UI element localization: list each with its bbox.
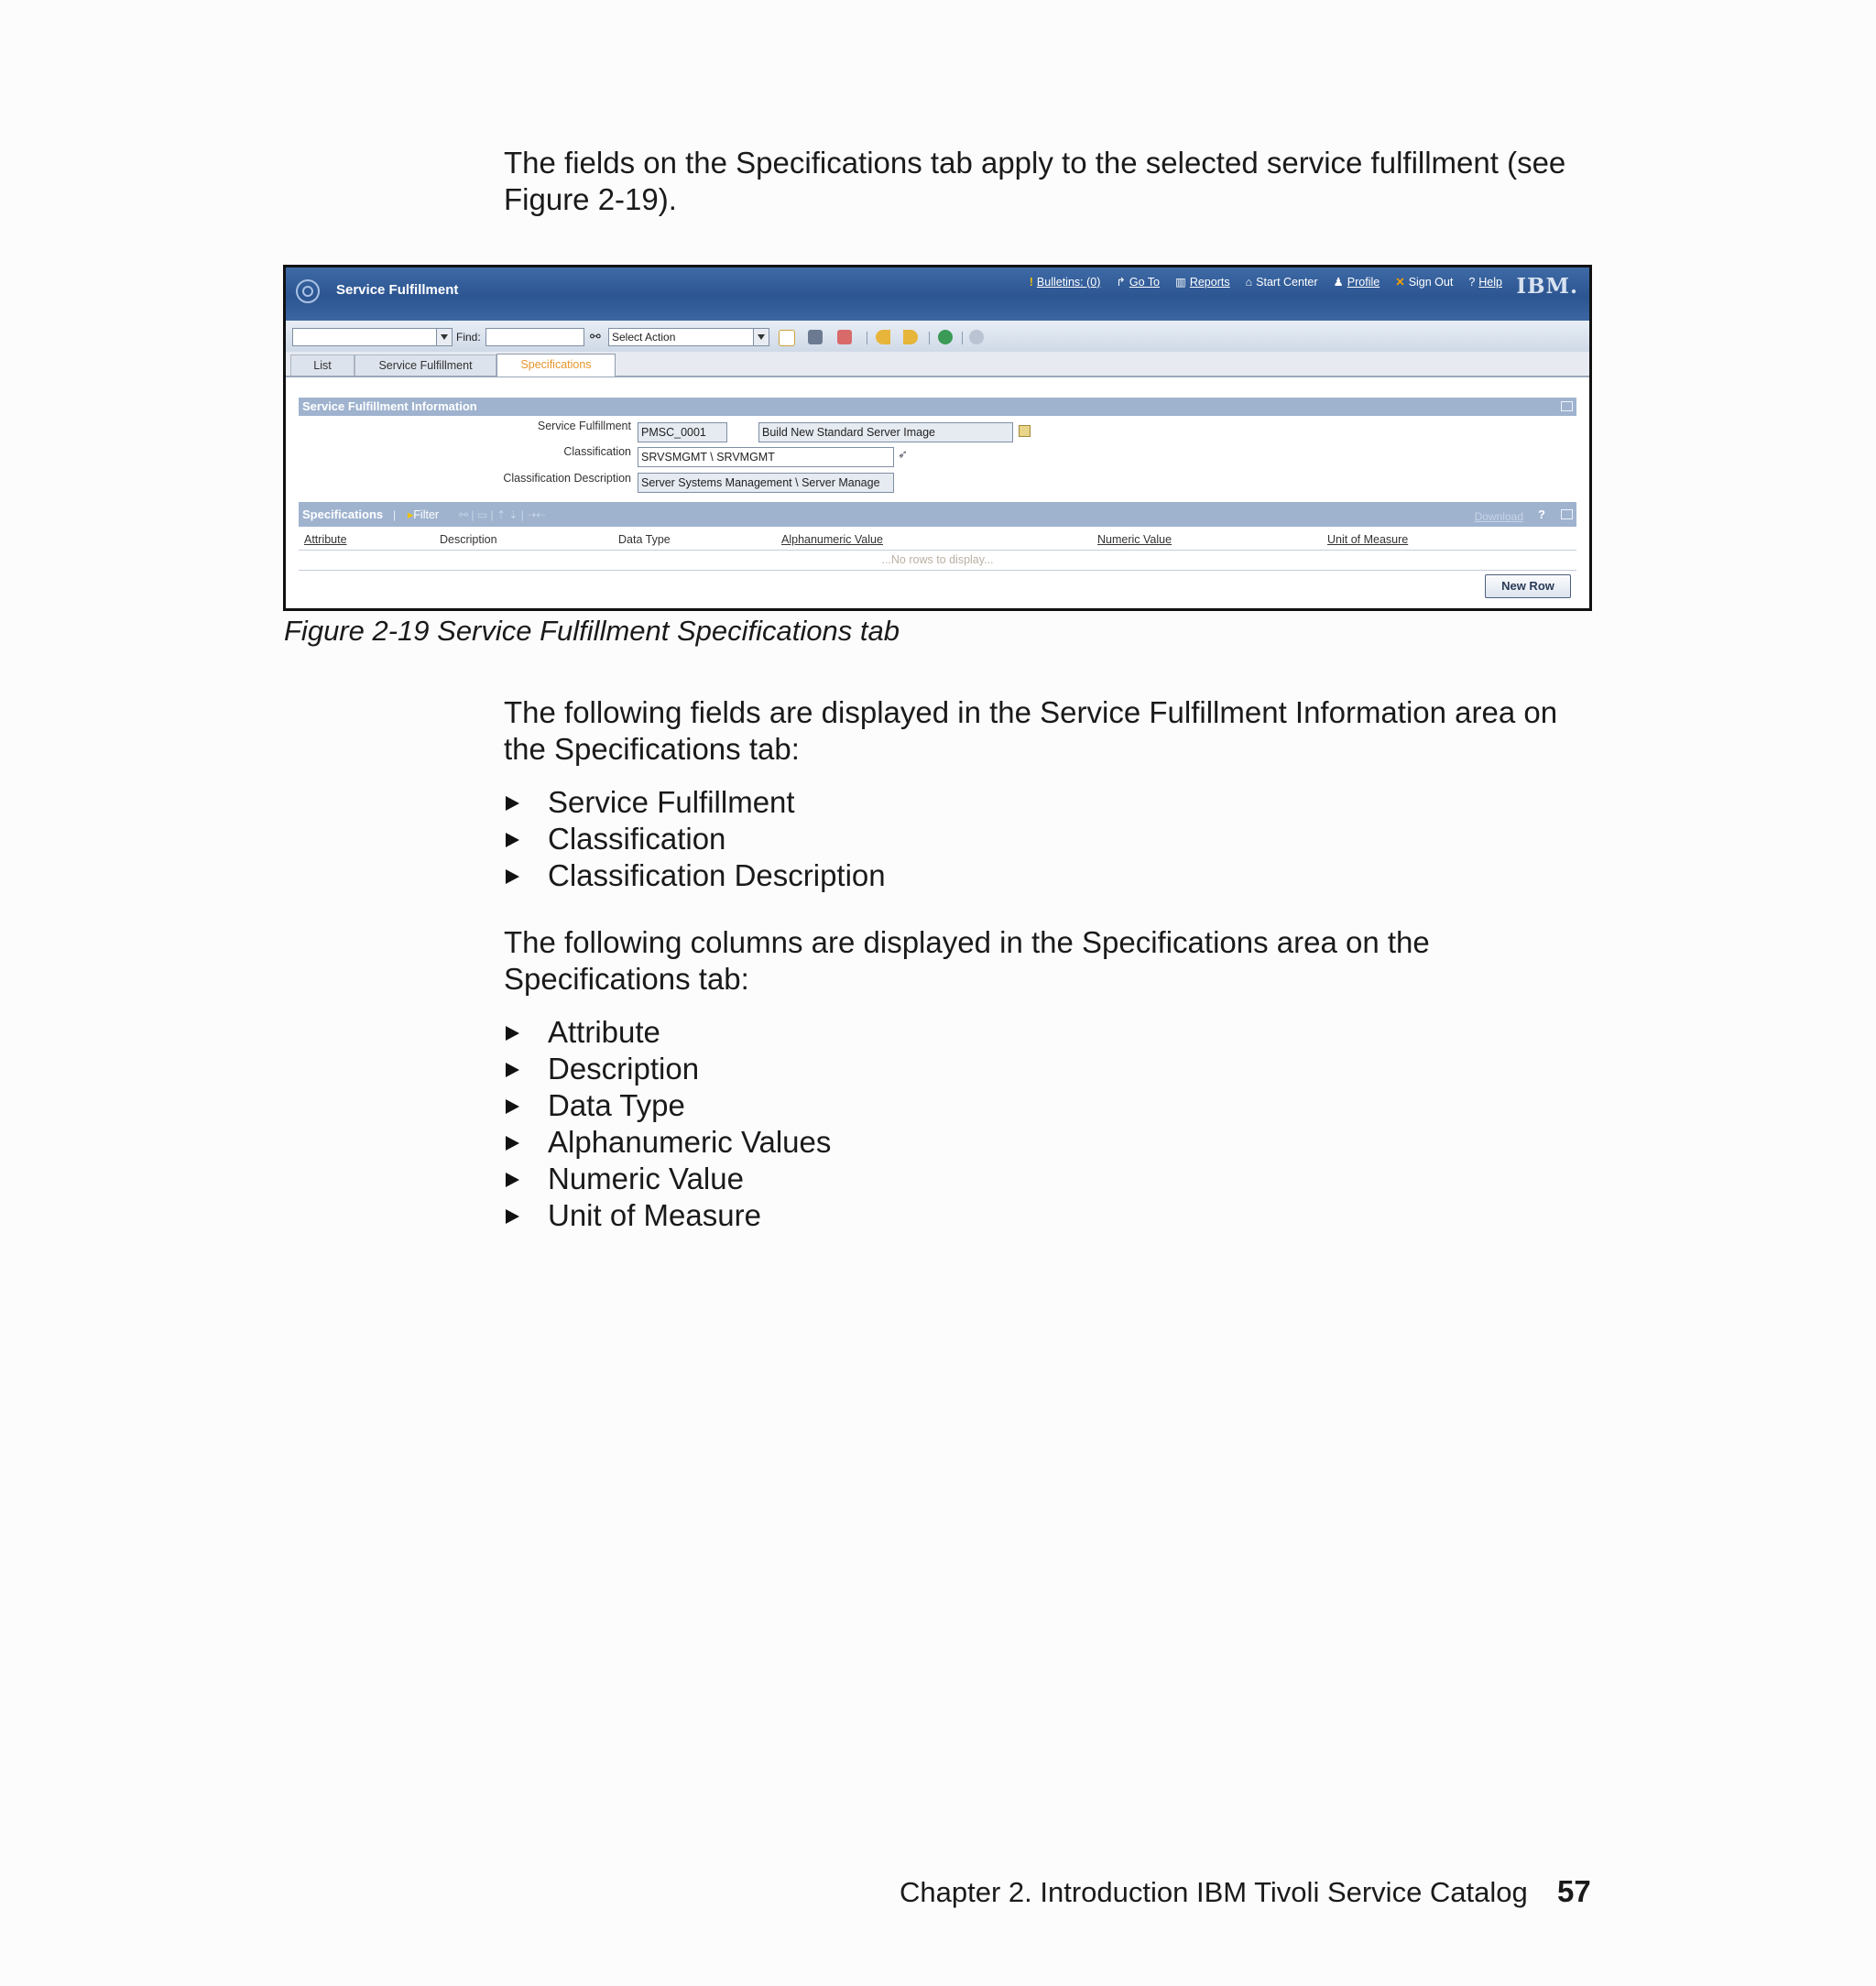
long-description-icon[interactable]: [1019, 425, 1031, 437]
column-description: Description: [440, 533, 497, 546]
detail-menu-icon[interactable]: ➶: [898, 447, 908, 461]
find-rows-icon[interactable]: ⚯ | ▭ | ⇡ ⇣ | ⇢⇠: [459, 508, 546, 521]
toolbar-divider: [929, 332, 930, 344]
classification-field[interactable]: SRVSMGMT \ SRVMGMT: [638, 447, 894, 467]
tab-specifications[interactable]: Specifications: [496, 354, 616, 376]
bullet-arrow-icon: [506, 796, 519, 811]
person-icon: ♟: [1333, 276, 1344, 289]
profile-link[interactable]: ♟ Profile: [1333, 275, 1380, 289]
app-title: Service Fulfillment: [336, 282, 459, 298]
find-label: Find:: [456, 331, 481, 344]
bullet-arrow-icon: [506, 1136, 519, 1151]
goto-arrow-icon: ↱: [1116, 276, 1126, 289]
columns-intro-paragraph: The following columns are displayed in the Specifications area on the Specifications tab:: [504, 925, 1430, 996]
close-icon: ✕: [1395, 276, 1405, 289]
bulletins-link[interactable]: ! Bulletins: (0): [1029, 275, 1101, 289]
column-numeric-value[interactable]: Numeric Value: [1097, 533, 1172, 546]
binoculars-icon[interactable]: ⚯: [590, 329, 601, 344]
collapse-icon[interactable]: [1561, 401, 1573, 411]
chevron-down-icon: [753, 329, 769, 345]
bullet-arrow-icon: [506, 1209, 519, 1224]
list-item: Alphanumeric Values: [504, 1124, 831, 1161]
list-item: Unit of Measure: [504, 1197, 831, 1234]
help-question-icon[interactable]: ?: [1538, 507, 1545, 521]
find-input[interactable]: [485, 328, 584, 346]
clear-icon[interactable]: [837, 330, 852, 344]
new-row-button[interactable]: New Row: [1485, 574, 1571, 598]
new-record-icon[interactable]: [779, 330, 795, 346]
bullet-arrow-icon: [506, 1063, 519, 1077]
filter-button[interactable]: ▸Filter: [408, 508, 440, 521]
fields-intro-paragraph: The following fields are displayed in the Service Fulfillment Information area on the Specifications tab:: [504, 695, 1558, 766]
figure-caption: Figure 2-19 Service Fulfillment Specifications tab: [284, 615, 900, 647]
collapse-icon[interactable]: [1561, 509, 1573, 519]
toolbar-divider: [962, 332, 963, 344]
title-bar: [286, 267, 1589, 321]
workflow-icon[interactable]: [938, 330, 953, 344]
list-item: Service Fulfillment: [504, 784, 886, 821]
save-icon[interactable]: [808, 330, 823, 344]
list-item: Description: [504, 1051, 831, 1087]
list-item: Numeric Value: [504, 1161, 831, 1197]
filter-arrow-icon: ▸: [408, 508, 414, 521]
info-section-header: Service Fulfillment Information: [299, 398, 1576, 416]
start-center-link[interactable]: ⌂ Start Center: [1245, 275, 1318, 289]
bullet-arrow-icon: [506, 1173, 519, 1187]
query-select[interactable]: [292, 328, 453, 346]
bullet-arrow-icon: [506, 869, 519, 884]
previous-icon[interactable]: [876, 330, 890, 344]
ibm-logo: IBM.: [1516, 274, 1578, 299]
screenshot-figure: [283, 265, 1592, 611]
reports-link[interactable]: ▥ Reports: [1175, 275, 1230, 289]
specifications-table-header: Specifications | ▸Filter ⚯ | ▭ | ⇡ ⇣ | ⇢⇠ Download ?: [299, 502, 1576, 527]
tab-service-fulfillment[interactable]: Service Fulfillment: [354, 355, 496, 376]
service-fulfillment-description-field[interactable]: Build New Standard Server Image: [758, 422, 1013, 442]
fields-list: [504, 784, 886, 894]
service-fulfillment-field[interactable]: PMSC_0001: [638, 422, 727, 442]
top-links: [1030, 275, 1502, 289]
bullet-arrow-icon: [506, 1099, 519, 1114]
home-icon: ⌂: [1245, 275, 1253, 289]
table-bottom-divider: [299, 570, 1576, 571]
bullet-arrow-icon: [506, 833, 519, 847]
list-item: Attribute: [504, 1014, 831, 1051]
chevron-down-icon: [436, 329, 452, 345]
classification-description-label: Classification Description: [503, 472, 631, 485]
column-data-type: Data Type: [618, 533, 671, 546]
classification-description-field[interactable]: Server Systems Management \ Server Manage: [638, 473, 894, 493]
help-link[interactable]: ? Help: [1468, 275, 1502, 289]
toolbar: [286, 321, 1589, 353]
reports-icon: ▥: [1175, 276, 1186, 289]
intro-paragraph: The fields on the Specifications tab apply to the selected service fulfillment (see Figure 2-19).: [504, 146, 1566, 216]
app-logo-icon: [296, 279, 320, 303]
header-divider: [299, 550, 1576, 551]
tab-bar: [286, 352, 1589, 377]
question-icon: ?: [1468, 275, 1476, 289]
undo-icon[interactable]: [969, 330, 984, 344]
empty-table-message: ...No rows to display...: [881, 553, 994, 566]
bullet-arrow-icon: [506, 1026, 519, 1041]
service-fulfillment-label: Service Fulfillment: [537, 420, 631, 432]
list-item: Data Type: [504, 1087, 831, 1124]
select-action-dropdown[interactable]: Select Action: [608, 328, 769, 346]
goto-link[interactable]: ↱ Go To: [1116, 275, 1160, 289]
column-alphanumeric-value[interactable]: Alphanumeric Value: [781, 533, 883, 546]
tab-list[interactable]: List: [290, 355, 354, 376]
chapter-footer: Chapter 2. Introduction IBM Tivoli Service Catalog: [900, 1876, 1528, 1908]
classification-label: Classification: [563, 445, 631, 458]
download-link[interactable]: Download: [1474, 510, 1523, 523]
list-item: Classification Description: [504, 857, 886, 894]
column-attribute[interactable]: Attribute: [304, 533, 347, 546]
warning-icon: !: [1029, 275, 1033, 289]
page-number: 57: [1557, 1874, 1591, 1908]
columns-list: [504, 1014, 831, 1234]
next-icon[interactable]: [903, 330, 918, 344]
sign-out-link[interactable]: ✕ Sign Out: [1395, 275, 1454, 289]
column-unit-of-measure[interactable]: Unit of Measure: [1327, 533, 1409, 546]
list-item: Classification: [504, 821, 886, 857]
